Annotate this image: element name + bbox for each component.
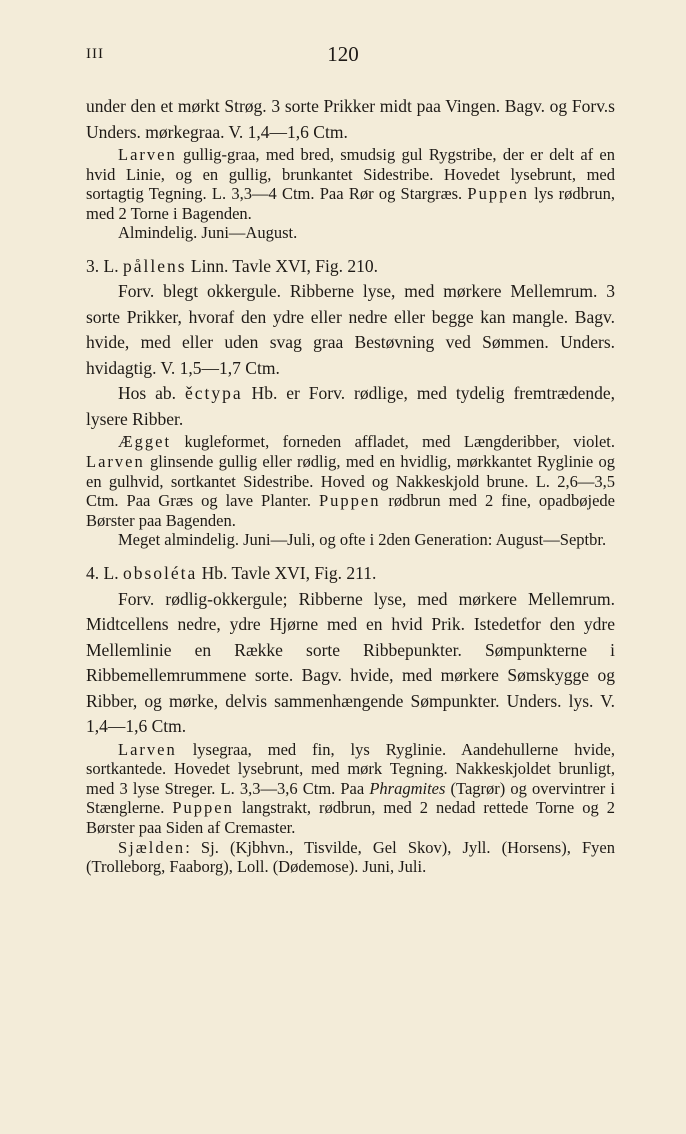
species-heading-4: 4. L. obsoléta Hb. Tavle XVI, Fig. 211. [86, 563, 377, 584]
page-body [86, 94, 615, 877]
occurrence-3: Meget almindelig. Juni—Juli, og ofte i 2den Generation: August—Septbr. [118, 530, 607, 550]
occurrence-1: Almindelig. Juni—August. [118, 223, 298, 243]
page-number: 120 [327, 42, 359, 66]
species-heading-3: 3. L. pållens Linn. Tavle XVI, Fig. 210. [86, 255, 378, 276]
aberration-note: Hos ab. ěctypa Hb. er Forv. rødlige, med tydelig fremtrædende, lysere Ribber. [86, 383, 616, 429]
egg-larva-description-3: Ægget kugleformet, forneden affladet, med Længderibber, violet. Larven glinsende gullig eller rødlig, med en hvidlig, mørkkantet Ryglinie og en gulhvid, sortkantet Sidestribe. Hoved og Nakkeskjold brune. L. 2,6—3,5 Ctm. Paa Græs og lave Planter. Puppen rødbrun med 2 fine, opadbøjede Børster paa Bagenden. [86, 432, 615, 530]
page-header [86, 42, 600, 72]
paragraph-continuation: under den et mørkt Strøg. 3 sorte Prikker midt paa Vingen. Bagv. og Forv.s Unders. mørkegraa. V. 1,4—1,6 Ctm. [86, 96, 615, 142]
wing-description-3: Forv. blegt okkergule. Ribberne lyse, med mørkere Mellemrum. 3 sorte Prikker, hvoraf den ydre eller nedre eller begge kan mangle. Bagv. hvide, med eller uden svag graa Bestøvning ved Sømmen. Unders. hvidagtig. V. 1,5—1,7 Ctm. [86, 281, 615, 378]
occurrence-4: Sjælden: Sj. (Kjbhvn., Tisvilde, Gel Skov), Jyll. (Horsens), Fyen (Trolleborg, Faaborg), Loll. (Dødemose). Juni, Juli. [86, 837, 615, 877]
section-number: III [86, 46, 104, 62]
species-name: obsoléta [122, 563, 198, 584]
wing-description-4: Forv. rødlig-okkergule; Ribberne lyse, med mørkere Mellemrum. Midtcellens nedre, ydre Hjørne med en hvid Prik. Istedetfor den ydre Mellemlinie en Række sorte Ribbepunkter. Sømpunkterne i Ribbemellemrummene sorte. Bagv. hvide, med mørkere Sømskygge og Ribber, og mørke, delvis sammenhængende Sømpunkter. Unders. lys. V. 1,4—1,6 Ctm. [86, 588, 615, 737]
larva-description-4: Larven lysegraa, med fin, lys Ryglinie. Aandehullerne hvide, sortkantede. Hovedet lysebrunt, med mørk Tegning. Nakkeskjoldet brunligt, med 3 lyse Streger. L. 3,3—3,6 Ctm. Paa Phragmites (Tagrør) og overvintrer i Stænglerne. Puppen langstrakt, rødbrun, med 2 nedad rettede Torne og 2 Børster paa Siden af Cremaster. [86, 739, 615, 837]
larva-description-1: Larven gullig-graa, med bred, smudsig gul Rygstribe, der er delt af en hvid Linie, og en gullig, brunkantet Sidestribe. Hovedet lysebrunt, med sortagtig Tegning. L. 3,3—4 Ctm. Paa Rør og Stargræs. Puppen lys rødbrun, med 2 Torne i Bagenden. [86, 145, 615, 223]
species-name: pållens [122, 255, 187, 276]
aberration-name: ěctypa [184, 383, 243, 404]
